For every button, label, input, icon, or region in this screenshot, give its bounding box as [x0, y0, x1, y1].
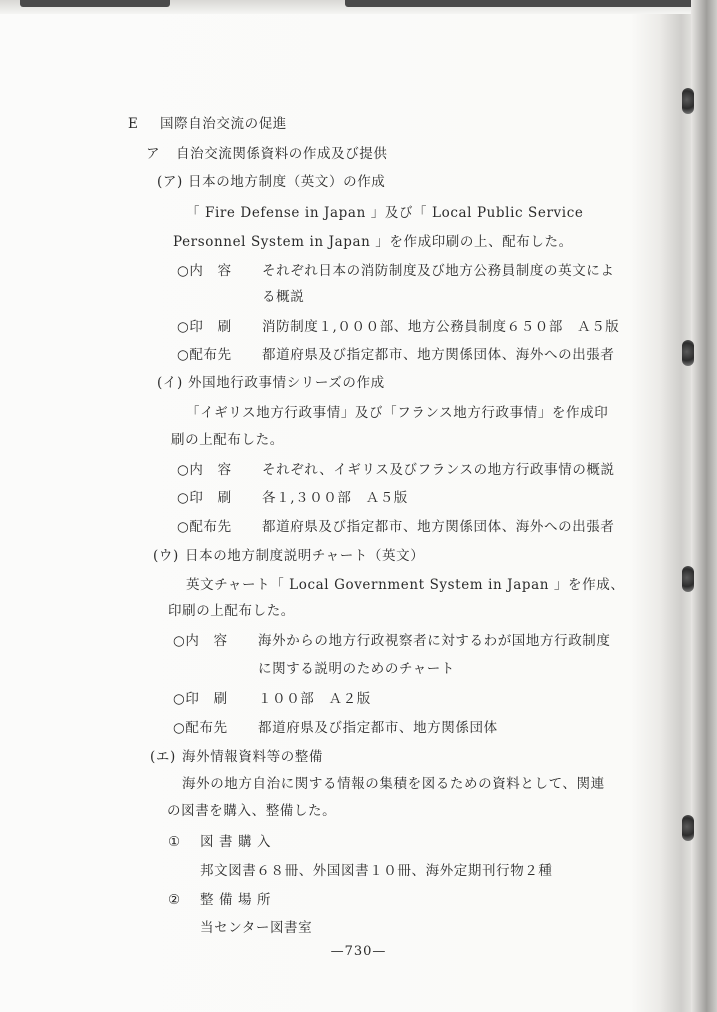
detail-label: ○内 容: [173, 633, 228, 649]
detail-label: ○配布先: [173, 720, 228, 736]
detail-text: 海外からの地方行政視察者に対するわが国地方行政制度: [258, 633, 611, 649]
page-number: —730—: [330, 944, 387, 959]
subitem-text: 当センター図書室: [200, 920, 313, 936]
item-marker: (エ): [150, 749, 176, 765]
item-body-line: 「イギリス地方行政事情」及び「フランス地方行政事情」を作成印: [186, 405, 609, 421]
detail-text: それぞれ日本の消防制度及び地方公務員制度の英文によ: [262, 263, 615, 279]
item-body-line: 印刷の上配布した。: [168, 603, 295, 619]
item-title: 外国地行政事情シリーズの作成: [188, 375, 385, 391]
item-marker: (ウ): [153, 548, 179, 564]
subitem-marker: ①: [168, 834, 181, 850]
item-title: 海外情報資料等の整備: [182, 749, 323, 765]
subitem-marker: ②: [168, 892, 181, 908]
detail-label: ○内 容: [177, 462, 232, 478]
detail-text: 都道府県及び指定都市、地方関係団体: [258, 720, 498, 736]
binding-shadow: [691, 0, 717, 1012]
item-title: 日本の地方制度（英文）の作成: [188, 174, 386, 190]
item-body-line: 英文チャート「 Local Government System in Japan 」を作成、: [186, 577, 625, 593]
detail-text-cont: る概説: [262, 289, 305, 305]
detail-text: 都道府県及び指定都市、地方関係団体、海外への出張者: [262, 347, 615, 363]
binder-ring: [682, 815, 694, 841]
top-binding-mark: [20, 0, 170, 7]
detail-label: ○配布先: [177, 347, 232, 363]
detail-text-cont: に関する説明のためのチャート: [258, 661, 455, 677]
item-body-line: 「 Fire Defense in Japan 」及び「 Local Public Service: [186, 205, 584, 221]
detail-text: 各１,３００部 Ａ５版: [262, 490, 408, 506]
item-body-line: 海外の地方自治に関する情報の集積を図るための資料として、関連: [182, 776, 605, 792]
item-body-line: Personnel System in Japan 」を作成印刷の上、配布した。: [173, 234, 573, 250]
binder-ring: [682, 566, 694, 592]
detail-label: ○配布先: [177, 519, 232, 535]
subitem-title: 図 書 購 入: [200, 834, 272, 850]
section-marker: E: [128, 116, 139, 132]
detail-text: それぞれ、イギリス及びフランスの地方行政事情の概説: [262, 462, 615, 478]
subsection-title: 自治交流関係資料の作成及び提供: [176, 146, 388, 162]
subsection-marker: ア: [146, 146, 161, 162]
item-marker: (ア): [157, 174, 183, 190]
detail-text: 都道府県及び指定都市、地方関係団体、海外への出張者: [262, 519, 615, 535]
item-body-line: の図書を購入、整備した。: [167, 803, 337, 819]
top-binding-mark: [345, 0, 705, 7]
detail-text: 消防制度１,０００部、地方公務員制度６５０部 Ａ５版: [262, 319, 620, 335]
detail-text: １００部 Ａ２版: [258, 691, 371, 707]
detail-label: ○印 刷: [173, 691, 228, 707]
item-marker: (イ): [157, 375, 183, 391]
item-title: 日本の地方制度説明チャート（英文）: [185, 548, 425, 564]
subitem-text: 邦文図書６８冊、外国図書１０冊、海外定期刊行物２種: [200, 863, 553, 879]
item-body-line: 刷の上配布した。: [171, 432, 284, 448]
section-title: 国際自治交流の促進: [160, 116, 287, 132]
detail-label: ○印 刷: [177, 490, 232, 506]
binder-ring: [682, 340, 694, 366]
detail-label: ○内 容: [177, 263, 232, 279]
subitem-title: 整 備 場 所: [200, 892, 272, 908]
detail-label: ○印 刷: [177, 319, 232, 335]
binder-ring: [682, 88, 694, 114]
